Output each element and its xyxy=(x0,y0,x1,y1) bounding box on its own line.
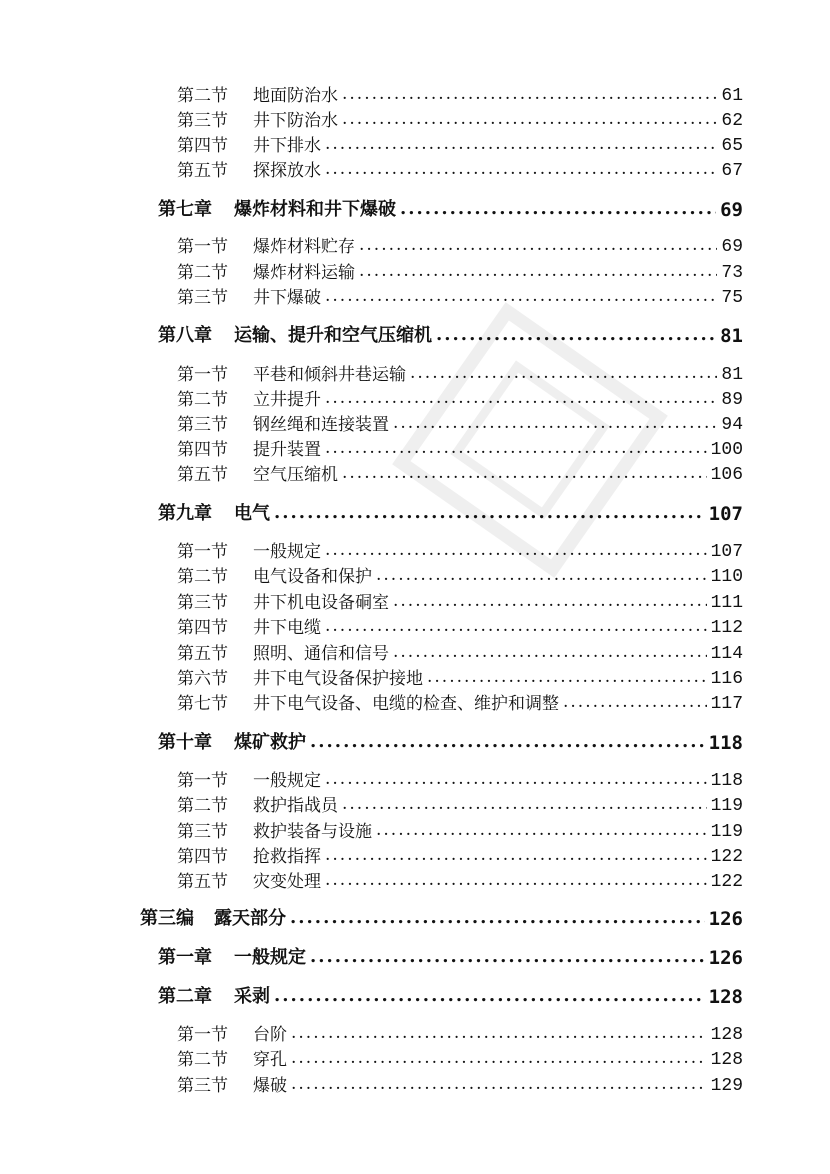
dot-leader xyxy=(400,197,716,221)
entry-page: 128 xyxy=(710,1050,743,1070)
entry-number: 第二节 xyxy=(177,390,228,410)
entry-number: 第三节 xyxy=(177,1076,228,1096)
toc-entry[interactable] xyxy=(177,538,743,562)
entry-title: 井下电气设备保护接地 xyxy=(253,669,423,689)
entry-number: 第五节 xyxy=(177,872,228,892)
toc-chapter[interactable] xyxy=(158,501,743,525)
entry-number: 第六节 xyxy=(177,669,228,689)
toc-entry[interactable] xyxy=(177,386,743,410)
toc-entry[interactable] xyxy=(177,640,743,664)
dot-leader xyxy=(427,665,707,689)
dot-leader xyxy=(342,107,717,131)
chapter-number: 第一章 xyxy=(158,947,212,968)
entry-page: 112 xyxy=(710,618,743,638)
chapter-title: 煤矿救护 xyxy=(234,732,306,753)
entry-title: 台阶 xyxy=(253,1025,287,1045)
toc-part[interactable] xyxy=(140,906,743,930)
toc-chapter[interactable] xyxy=(158,945,743,969)
entry-number: 第二节 xyxy=(177,567,228,587)
entry-title: 爆炸材料贮存 xyxy=(253,237,355,257)
toc-entry[interactable] xyxy=(177,665,743,689)
chapter-number: 第二章 xyxy=(158,986,212,1007)
dot-leader xyxy=(376,563,707,587)
entry-number: 第五节 xyxy=(177,161,228,181)
entry-page: 89 xyxy=(721,390,743,410)
entry-title: 立井提升 xyxy=(253,390,321,410)
dot-leader xyxy=(393,589,707,613)
part-page: 126 xyxy=(708,908,743,930)
entry-title: 一般规定 xyxy=(253,542,321,562)
dot-leader xyxy=(325,538,707,562)
entry-number: 第四节 xyxy=(177,440,228,460)
entry-number: 第二节 xyxy=(177,263,228,283)
entry-page: 73 xyxy=(721,263,743,283)
entry-number: 第三节 xyxy=(177,415,228,435)
entry-page: 129 xyxy=(710,1076,743,1096)
entry-number: 第二节 xyxy=(177,1050,228,1070)
entry-number: 第一节 xyxy=(177,542,228,562)
entry-title: 地面防治水 xyxy=(253,86,338,106)
dot-leader xyxy=(325,436,707,460)
dot-leader xyxy=(563,690,707,714)
entry-title: 钢丝绳和连接装置 xyxy=(253,415,389,435)
chapter-title: 采剥 xyxy=(234,986,270,1007)
dot-leader xyxy=(274,984,705,1008)
dot-leader xyxy=(325,157,717,181)
entry-page: 118 xyxy=(710,771,743,791)
entry-page: 110 xyxy=(710,567,743,587)
part-number: 第三编 xyxy=(140,908,194,929)
toc-entry[interactable] xyxy=(177,563,743,587)
chapter-title: 电气 xyxy=(234,503,270,524)
dot-leader xyxy=(310,945,705,969)
entry-title: 井下爆破 xyxy=(253,288,321,308)
dot-leader xyxy=(274,501,705,525)
chapter-title: 一般规定 xyxy=(234,947,306,968)
entry-number: 第五节 xyxy=(177,465,228,485)
dot-leader xyxy=(325,868,707,892)
toc-entry[interactable] xyxy=(177,818,743,842)
entry-number: 第三节 xyxy=(177,288,228,308)
dot-leader xyxy=(325,767,707,791)
chapter-title: 爆炸材料和井下爆破 xyxy=(234,199,396,220)
chapter-number: 第七章 xyxy=(158,199,212,220)
entry-title: 灾变处理 xyxy=(253,872,321,892)
chapter-number: 第十章 xyxy=(158,732,212,753)
toc-entry[interactable] xyxy=(177,411,743,435)
entry-title: 照明、通信和信号 xyxy=(253,644,389,664)
toc-entry[interactable] xyxy=(177,361,743,385)
dot-leader xyxy=(325,284,717,308)
entry-number: 第一节 xyxy=(177,771,228,791)
entry-number: 第一节 xyxy=(177,365,228,385)
entry-title: 电气设备和保护 xyxy=(253,567,372,587)
toc-entry[interactable] xyxy=(177,614,743,638)
entry-page: 107 xyxy=(710,542,743,562)
toc-entry[interactable] xyxy=(177,690,743,714)
entry-number: 第一节 xyxy=(177,237,228,257)
chapter-page: 107 xyxy=(708,503,743,525)
toc-entry[interactable] xyxy=(177,132,743,156)
dot-leader xyxy=(410,361,717,385)
entry-number: 第四节 xyxy=(177,618,228,638)
entry-title: 井下电气设备、电缆的检查、维护和调整 xyxy=(253,694,559,714)
toc-chapter[interactable] xyxy=(158,984,743,1008)
entry-title: 救护指战员 xyxy=(253,796,338,816)
entry-title: 穿孔 xyxy=(253,1050,287,1070)
chapter-number: 第八章 xyxy=(158,325,212,346)
toc-entry[interactable] xyxy=(177,436,743,460)
entry-title: 爆炸材料运输 xyxy=(253,263,355,283)
entry-page: 117 xyxy=(710,694,743,714)
entry-title: 提升装置 xyxy=(253,440,321,460)
entry-number: 第七节 xyxy=(177,694,228,714)
entry-page: 114 xyxy=(710,644,743,664)
entry-page: 69 xyxy=(721,237,743,257)
dot-leader xyxy=(342,792,707,816)
toc-entry[interactable] xyxy=(177,843,743,867)
toc-chapter[interactable] xyxy=(158,323,743,347)
dot-leader xyxy=(325,386,717,410)
entry-page: 119 xyxy=(710,822,743,842)
entry-page: 65 xyxy=(721,136,743,156)
dot-leader xyxy=(290,906,705,930)
entry-number: 第三节 xyxy=(177,822,228,842)
entry-number: 第四节 xyxy=(177,847,228,867)
entry-number: 第四节 xyxy=(177,136,228,156)
toc-entry[interactable] xyxy=(177,82,743,106)
entry-title: 空气压缩机 xyxy=(253,465,338,485)
entry-number: 第二节 xyxy=(177,86,228,106)
toc-entry[interactable] xyxy=(177,767,743,791)
dot-leader xyxy=(393,640,707,664)
dot-leader xyxy=(291,1046,707,1070)
toc-entry[interactable] xyxy=(177,461,743,485)
entry-page: 94 xyxy=(721,415,743,435)
entry-title: 井下电缆 xyxy=(253,618,321,638)
toc-entry[interactable] xyxy=(177,792,743,816)
entry-page: 122 xyxy=(710,872,743,892)
entry-title: 井下防治水 xyxy=(253,111,338,131)
toc-entry[interactable] xyxy=(177,1021,743,1045)
dot-leader xyxy=(359,259,717,283)
chapter-page: 118 xyxy=(708,732,743,754)
entry-number: 第三节 xyxy=(177,593,228,613)
toc-entry[interactable] xyxy=(177,1072,743,1096)
part-title: 露天部分 xyxy=(214,908,286,929)
dot-leader xyxy=(291,1021,707,1045)
dot-leader xyxy=(359,233,717,257)
entry-page: 61 xyxy=(721,86,743,106)
dot-leader xyxy=(342,461,707,485)
dot-leader xyxy=(436,323,716,347)
entry-page: 100 xyxy=(710,440,743,460)
entry-page: 106 xyxy=(710,465,743,485)
entry-page: 111 xyxy=(710,593,743,613)
entry-title: 救护装备与设施 xyxy=(253,822,372,842)
entry-page: 81 xyxy=(721,365,743,385)
entry-title: 探探放水 xyxy=(253,161,321,181)
dot-leader xyxy=(325,843,707,867)
entry-title: 井下机电设备硐室 xyxy=(253,593,389,613)
chapter-page: 126 xyxy=(708,947,743,969)
entry-number: 第一节 xyxy=(177,1025,228,1045)
chapter-number: 第九章 xyxy=(158,503,212,524)
toc-entry[interactable] xyxy=(177,157,743,181)
toc-chapter[interactable] xyxy=(158,197,743,221)
entry-number: 第二节 xyxy=(177,796,228,816)
dot-leader xyxy=(376,818,707,842)
toc-entry[interactable] xyxy=(177,868,743,892)
chapter-page: 81 xyxy=(720,325,743,347)
chapter-page: 128 xyxy=(708,986,743,1008)
entry-number: 第五节 xyxy=(177,644,228,664)
dot-leader xyxy=(393,411,717,435)
toc-entry[interactable] xyxy=(177,107,743,131)
chapter-title: 运输、提升和空气压缩机 xyxy=(234,325,432,346)
entry-page: 122 xyxy=(710,847,743,867)
entry-page: 75 xyxy=(721,288,743,308)
entry-title: 爆破 xyxy=(253,1076,287,1096)
toc-entry[interactable] xyxy=(177,284,743,308)
entry-number: 第三节 xyxy=(177,111,228,131)
entry-title: 抢救指挥 xyxy=(253,847,321,867)
dot-leader xyxy=(325,132,717,156)
toc-entry[interactable] xyxy=(177,233,743,257)
dot-leader xyxy=(310,730,705,754)
entry-title: 平巷和倾斜井巷运输 xyxy=(253,365,406,385)
toc-entry[interactable] xyxy=(177,259,743,283)
toc-entry[interactable] xyxy=(177,1046,743,1070)
entry-page: 62 xyxy=(721,111,743,131)
entry-page: 119 xyxy=(710,796,743,816)
toc-chapter[interactable] xyxy=(158,730,743,754)
dot-leader xyxy=(342,82,717,106)
entry-page: 116 xyxy=(710,669,743,689)
entry-page: 67 xyxy=(721,161,743,181)
entry-page: 128 xyxy=(710,1025,743,1045)
dot-leader xyxy=(325,614,707,638)
entry-title: 井下排水 xyxy=(253,136,321,156)
entry-title: 一般规定 xyxy=(253,771,321,791)
dot-leader xyxy=(291,1072,707,1096)
toc-entry[interactable] xyxy=(177,589,743,613)
chapter-page: 69 xyxy=(720,199,743,221)
